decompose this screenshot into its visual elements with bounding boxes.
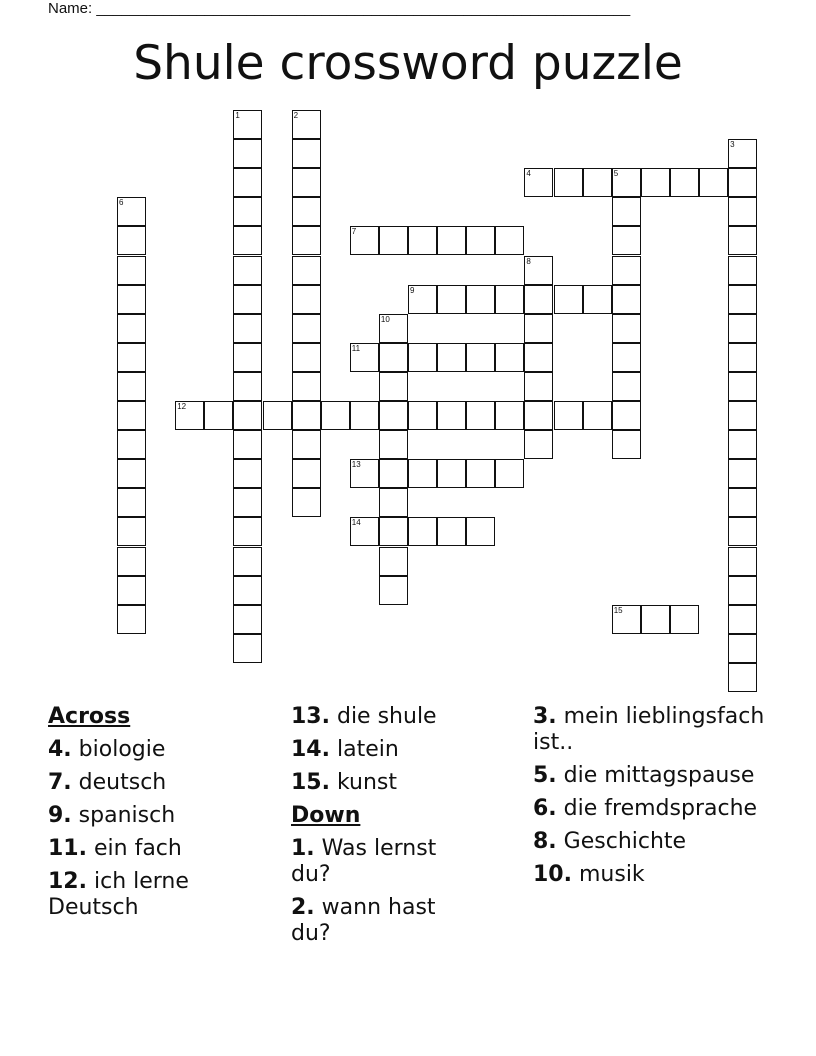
grid-cell[interactable]	[466, 401, 495, 430]
clue-across-12	[48, 869, 276, 921]
grid-cell[interactable]	[612, 197, 641, 226]
grid-cell-number: 12	[177, 402, 187, 411]
clue-number: 7.	[48, 770, 72, 795]
grid-cell[interactable]	[233, 343, 262, 372]
grid-cell[interactable]	[612, 372, 641, 401]
grid-cell[interactable]	[233, 372, 262, 401]
grid-cell[interactable]	[728, 139, 757, 168]
grid-cell-number: 15	[613, 605, 623, 615]
grid-cell-number: 6	[119, 198, 124, 208]
grid-cell[interactable]	[292, 314, 321, 343]
clue-across-4	[48, 737, 276, 763]
clue-text: latein	[336, 737, 399, 762]
grid-cell[interactable]	[292, 139, 321, 168]
grid-cell[interactable]	[466, 517, 495, 546]
grid-cell[interactable]	[437, 285, 466, 314]
grid-cell-number: 3	[730, 140, 735, 150]
name-label: Name:	[48, 0, 97, 17]
grid-cell[interactable]	[408, 401, 437, 430]
clue-across-14	[291, 737, 519, 763]
clue-number: 13.	[291, 704, 330, 729]
clue-down-2	[291, 895, 467, 947]
grid-cell[interactable]	[117, 314, 146, 343]
clue-down-6	[533, 796, 773, 822]
grid-cell[interactable]	[524, 314, 553, 343]
clue-across-9	[48, 803, 276, 829]
grid-cell[interactable]	[670, 605, 699, 634]
grid-cell[interactable]	[350, 517, 379, 546]
grid-cell[interactable]	[379, 488, 408, 517]
grid-cell[interactable]	[233, 285, 262, 314]
grid-cell[interactable]	[233, 517, 262, 546]
grid-cell[interactable]	[524, 372, 553, 401]
grid-cell[interactable]	[117, 605, 146, 634]
grid-cell[interactable]	[466, 285, 495, 314]
grid-cell[interactable]	[524, 401, 553, 430]
grid-cell[interactable]	[379, 372, 408, 401]
grid-cell[interactable]	[233, 576, 262, 605]
grid-cell[interactable]	[233, 110, 262, 139]
clues-column-2	[291, 704, 519, 954]
grid-cell[interactable]	[408, 343, 437, 372]
grid-cell[interactable]	[117, 343, 146, 372]
grid-cell[interactable]	[292, 256, 321, 285]
grid-cell[interactable]	[233, 605, 262, 634]
grid-cell[interactable]	[350, 226, 379, 255]
grid-cell[interactable]	[117, 547, 146, 576]
grid-cell-number: 7	[351, 227, 357, 237]
grid-cell[interactable]	[117, 488, 146, 517]
grid-cell[interactable]	[408, 226, 437, 255]
grid-cell[interactable]	[233, 197, 262, 226]
clue-text: die shule	[336, 704, 437, 729]
grid-cell[interactable]	[728, 285, 757, 314]
clue-number: 6.	[533, 796, 557, 821]
grid-cell[interactable]	[233, 634, 262, 663]
clue-down-10	[533, 862, 773, 888]
grid-cell[interactable]	[612, 401, 641, 430]
grid-cell[interactable]	[233, 459, 262, 488]
grid-cell-number: 8	[526, 256, 531, 266]
clue-text: musik	[578, 862, 645, 887]
grid-cell[interactable]	[554, 285, 583, 314]
grid-cell[interactable]	[437, 226, 466, 255]
clue-across-13	[291, 704, 519, 730]
across-heading: Across	[48, 704, 131, 729]
clue-number: 15.	[291, 770, 330, 795]
clue-across-7	[48, 770, 276, 796]
grid-cell[interactable]	[554, 401, 583, 430]
grid-cell[interactable]	[292, 168, 321, 197]
grid-cell[interactable]	[495, 343, 524, 372]
grid-cell[interactable]	[233, 226, 262, 255]
grid-cell-number: 13	[351, 460, 361, 470]
grid-cell[interactable]	[292, 459, 321, 488]
clue-text: Was lernst du?	[291, 836, 437, 887]
grid-cell[interactable]	[728, 314, 757, 343]
grid-cell[interactable]	[728, 517, 757, 546]
clue-down-8	[533, 829, 773, 855]
grid-cell[interactable]	[263, 401, 292, 430]
grid-cell[interactable]	[321, 401, 350, 430]
grid-cell[interactable]	[612, 285, 641, 314]
grid-cell[interactable]	[204, 401, 233, 430]
grid-cell[interactable]	[379, 226, 408, 255]
grid-cell[interactable]	[117, 517, 146, 546]
grid-cell[interactable]	[612, 314, 641, 343]
grid-cell[interactable]	[292, 430, 321, 459]
grid-cell-number: 14	[351, 518, 361, 528]
grid-cell[interactable]	[728, 372, 757, 401]
grid-cell[interactable]	[175, 401, 204, 430]
clue-text: die fremdsprache	[563, 796, 758, 821]
grid-cell[interactable]	[379, 343, 408, 372]
clue-number: 3.	[533, 704, 557, 729]
grid-cell[interactable]	[728, 605, 757, 634]
grid-cell[interactable]	[379, 401, 408, 430]
grid-cell[interactable]	[466, 459, 495, 488]
grid-cell[interactable]	[728, 430, 757, 459]
page-title: Shule crossword puzzle	[133, 36, 683, 91]
clue-down-3	[533, 704, 773, 756]
clue-text: ich lerne Deutsch	[48, 869, 189, 920]
grid-cell[interactable]	[612, 226, 641, 255]
grid-cell[interactable]	[233, 139, 262, 168]
grid-cell[interactable]	[728, 663, 757, 692]
grid-cell[interactable]	[233, 547, 262, 576]
grid-cell[interactable]	[437, 401, 466, 430]
grid-cell[interactable]	[466, 226, 495, 255]
grid-cell[interactable]	[728, 226, 757, 255]
grid-cell[interactable]	[408, 459, 437, 488]
grid-cell[interactable]	[612, 256, 641, 285]
grid-cell[interactable]	[292, 197, 321, 226]
clue-text: wann hast du?	[291, 895, 436, 946]
grid-cell[interactable]	[728, 547, 757, 576]
grid-cell[interactable]	[437, 343, 466, 372]
clue-text: ein fach	[93, 836, 182, 861]
grid-cell[interactable]	[292, 285, 321, 314]
clue-text: mein lieblingsfach ist..	[533, 704, 765, 755]
grid-cell[interactable]	[350, 401, 379, 430]
grid-cell[interactable]	[612, 605, 641, 634]
grid-cell[interactable]	[379, 547, 408, 576]
grid-cell[interactable]	[728, 459, 757, 488]
grid-cell[interactable]	[583, 168, 612, 197]
grid-cell[interactable]	[379, 517, 408, 546]
grid-cell[interactable]	[117, 197, 146, 226]
grid-cell-number: 5	[613, 169, 619, 179]
grid-cell[interactable]	[117, 285, 146, 314]
grid-cell[interactable]	[350, 459, 379, 488]
clue-number: 11.	[48, 836, 87, 861]
grid-cell[interactable]	[524, 256, 553, 285]
clue-number: 2.	[291, 895, 315, 920]
clue-text: deutsch	[78, 770, 167, 795]
grid-cell[interactable]	[728, 488, 757, 517]
grid-cell-number: 4	[526, 169, 531, 179]
grid-cell[interactable]	[117, 430, 146, 459]
grid-cell[interactable]	[233, 168, 262, 197]
grid-cell[interactable]	[437, 459, 466, 488]
grid-cell[interactable]	[495, 285, 524, 314]
grid-cell[interactable]	[554, 168, 583, 197]
grid-cell[interactable]	[495, 401, 524, 430]
clue-text: biologie	[78, 737, 166, 762]
clue-across-15	[291, 770, 519, 796]
grid-cell[interactable]	[437, 517, 466, 546]
clue-across-11	[48, 836, 276, 862]
grid-cell[interactable]	[350, 343, 379, 372]
grid-cell[interactable]	[583, 285, 612, 314]
grid-cell-number: 2	[293, 111, 299, 120]
grid-cell[interactable]	[117, 576, 146, 605]
grid-cell[interactable]	[641, 605, 670, 634]
grid-cell[interactable]	[292, 488, 321, 517]
grid-cell[interactable]	[117, 256, 146, 285]
clues-column-3	[533, 704, 773, 895]
clue-text: die mittagspause	[563, 763, 755, 788]
grid-cell[interactable]	[117, 401, 146, 430]
grid-cell[interactable]	[524, 430, 553, 459]
grid-cell[interactable]	[233, 256, 262, 285]
grid-cell-number: 1	[235, 111, 240, 120]
grid-cell[interactable]	[292, 343, 321, 372]
grid-cell[interactable]	[408, 285, 437, 314]
grid-cell[interactable]	[466, 343, 495, 372]
clue-number: 1.	[291, 836, 315, 861]
grid-cell[interactable]	[524, 168, 553, 197]
grid-cell[interactable]	[117, 459, 146, 488]
clue-text: Geschichte	[563, 829, 687, 854]
grid-cell[interactable]	[728, 256, 757, 285]
clues-column-1	[48, 704, 276, 928]
grid-cell[interactable]	[495, 226, 524, 255]
clue-text: spanisch	[78, 803, 176, 828]
clue-down-5	[533, 763, 773, 789]
grid-cell[interactable]	[670, 168, 699, 197]
grid-cell[interactable]	[728, 401, 757, 430]
grid-cell[interactable]	[379, 430, 408, 459]
grid-cell[interactable]	[292, 372, 321, 401]
grid-cell[interactable]	[292, 110, 321, 139]
clue-down-1	[291, 836, 467, 888]
clue-text: kunst	[336, 770, 398, 795]
grid-cell[interactable]	[379, 576, 408, 605]
grid-cell-number: 9	[410, 285, 415, 295]
grid-cell-number: 10	[380, 314, 390, 324]
grid-cell[interactable]	[524, 343, 553, 372]
clue-number: 8.	[533, 829, 557, 854]
grid-cell[interactable]	[641, 168, 670, 197]
grid-cell[interactable]	[379, 314, 408, 343]
name-underline[interactable]: ________________________________________________________________	[96, 0, 631, 17]
grid-cell[interactable]	[699, 168, 728, 197]
clue-number: 14.	[291, 737, 330, 762]
grid-cell[interactable]	[233, 314, 262, 343]
grid-cell[interactable]	[233, 401, 262, 430]
clue-number: 10.	[533, 862, 572, 887]
grid-cell[interactable]	[612, 343, 641, 372]
grid-cell[interactable]	[233, 430, 262, 459]
grid-cell[interactable]	[117, 226, 146, 255]
grid-cell[interactable]	[728, 197, 757, 226]
grid-cell[interactable]	[612, 430, 641, 459]
grid-cell[interactable]	[728, 634, 757, 663]
clue-number: 4.	[48, 737, 72, 762]
grid-cell[interactable]	[583, 401, 612, 430]
grid-cell[interactable]	[728, 168, 757, 197]
grid-cell[interactable]	[117, 372, 146, 401]
clue-number: 9.	[48, 803, 72, 828]
grid-cell[interactable]	[728, 343, 757, 372]
down-heading: Down	[291, 803, 361, 828]
grid-cell[interactable]	[408, 517, 437, 546]
grid-cell[interactable]	[379, 459, 408, 488]
grid-cell[interactable]	[292, 226, 321, 255]
grid-cell-number: 11	[351, 343, 361, 353]
grid-cell[interactable]	[612, 168, 641, 197]
grid-cell[interactable]	[495, 459, 524, 488]
clue-number: 12.	[48, 869, 87, 894]
grid-cell[interactable]	[524, 285, 553, 314]
clue-number: 5.	[533, 763, 557, 788]
grid-cell[interactable]	[728, 576, 757, 605]
grid-cell[interactable]	[292, 401, 321, 430]
grid-cell[interactable]	[233, 488, 262, 517]
